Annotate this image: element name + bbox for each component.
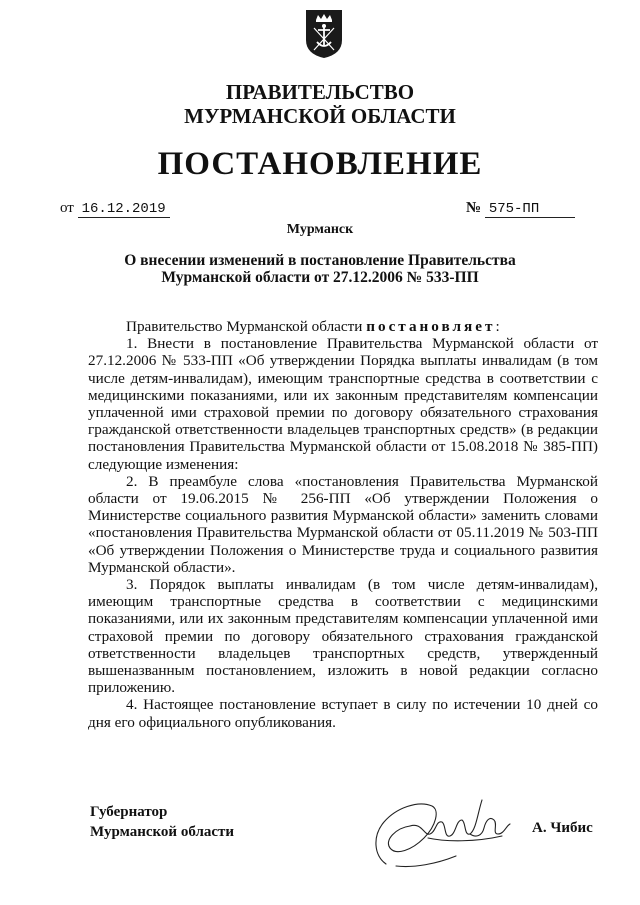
number-prefix: № [466,200,482,216]
subject-line2: Мурманской области от 27.12.2006 № 533-ПП [161,269,479,286]
signer-name: А. Чибис [532,820,593,836]
document-type: ПОСТАНОВЛЕНИЕ [157,146,483,182]
handwritten-signature-icon [366,786,526,874]
government-title-line2: МУРМАНСКОЙ ОБЛАСТИ [184,104,456,128]
government-title-line1: ПРАВИТЕЛЬСТВО [225,80,415,104]
number-line [466,200,575,218]
paragraph-1: 1. Внести в постановление Правительства Мурманской области от 27.12.2006 № 533-ПП «Об утверждении Порядка выплаты инвалидам (в том числе детям-инвалидам), имеющим транспортные средства в соответствии с медицинскими показаниями, или их законным представителям компенсации уплаченной ими страховой премии по договору обязательного страхования гражданской ответственности владельцев транспортных средств» (в редакции постановления Правительства Мурманской области от 15.08.2018 № 385-ПП) следующие изменения: [88,335,598,473]
paragraph-2: 2. В преамбуле слова «постановления Правительства Мурманской области от 19.06.2015 № 256-ПП «Об утверждении Положения о Министерстве социального развития Мурманской области» заменить словами «постановления Правительства Мурманской области от 05.11.2019 № 503-ПП «Об утверждении Положения о Министерстве труда и социального развития Мурманской области». [88,472,598,576]
date-line [60,200,170,218]
city: Мурманск [286,222,354,237]
intro-paragraph [88,318,598,335]
document-date: 16.12.2019 [78,201,170,218]
document-subject [0,252,640,286]
document-body [88,318,598,731]
signer-title-line1: Губернатор [90,804,168,820]
intro-decree-word: постановляет [366,318,496,335]
intro-end: : [495,318,500,335]
coat-of-arms-icon [304,8,344,60]
signer-title [90,802,234,842]
intro-text: Правительство Мурманской области [126,318,367,335]
document-number: 575-ПП [485,201,575,218]
date-prefix: от [60,200,74,216]
paragraph-3: 3. Порядок выплаты инвалидам (в том числе детям-инвалидам), имеющим транспортные средства в соответствии с медицинскими показаниями, или их законным представителям компенсации уплаченной ими страховой премии по договору обязательного страхования гражданской ответственности владельцев транспортных средств, утвержденный вышеназванным постановлением, изложить в новой редакции согласно приложению. [88,576,598,697]
subject-line1: О внесении изменений в постановление Правительства [124,252,516,269]
signer-title-line2: Мурманской области [90,824,235,840]
paragraph-4: 4. Настоящее постановление вступает в силу по истечении 10 дней со дня его официального опубликования. [88,696,598,731]
